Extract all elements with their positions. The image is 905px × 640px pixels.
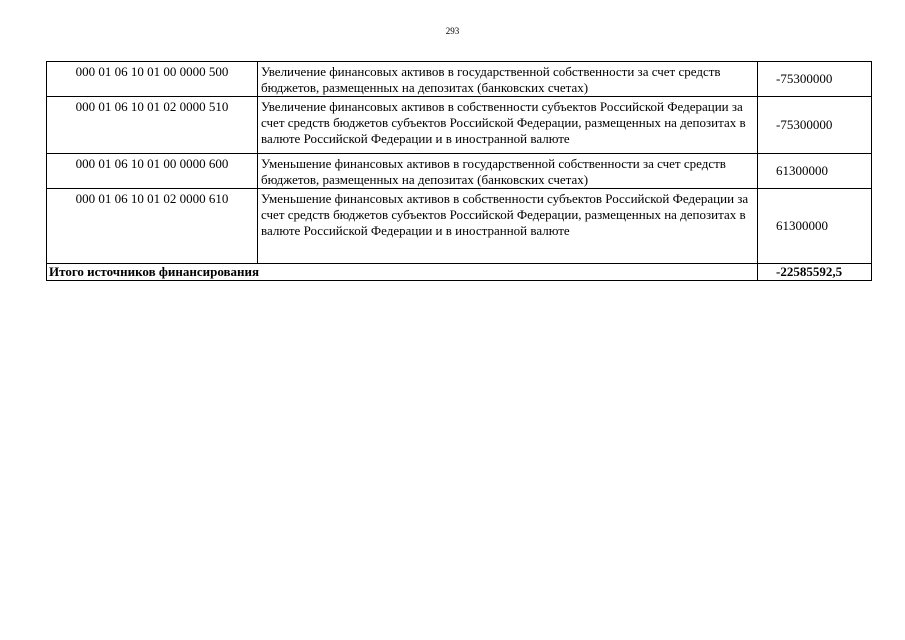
table-row [47,97,872,154]
source-name: Уменьшение финансовых активов в государственной собственности за счет средств бюджетов, размещенных на депозитах (банковских счетах) [258,154,758,189]
total-row [47,264,872,281]
source-name: Уменьшение финансовых активов в собственности субъектов Российской Федерации за счет средств бюджетов субъектов Российской Федерации, размещенных на депозитах в валюте Российской Федерации и в иностранной валюте [258,189,758,264]
page-number: 293 [445,26,460,36]
amount-value: -75300000 [758,97,872,154]
amount-value: 61300000 [758,154,872,189]
sources-of-financing-table [46,61,872,281]
total-label: Итого источников финансирования [47,264,758,281]
table-row [47,62,872,97]
amount-value: 61300000 [758,189,872,264]
source-name: Увеличение финансовых активов в государственной собственности за счет средств бюджетов, размещенных на депозитах (банковских счетах) [258,62,758,97]
budget-classification-code: 000 01 06 10 01 00 0000 600 [47,154,258,189]
amount-value: -75300000 [758,62,872,97]
table-row [47,189,872,264]
budget-classification-code: 000 01 06 10 01 00 0000 500 [47,62,258,97]
total-amount: -22585592,5 [758,264,872,281]
budget-classification-code: 000 01 06 10 01 02 0000 610 [47,189,258,264]
budget-classification-code: 000 01 06 10 01 02 0000 510 [47,97,258,154]
table-row [47,154,872,189]
source-name: Увеличение финансовых активов в собственности субъектов Российской Федерации за счет средств бюджетов субъектов Российской Федерации, размещенных на депозитах в валюте Российской Федерации и в иностранной валюте [258,97,758,154]
